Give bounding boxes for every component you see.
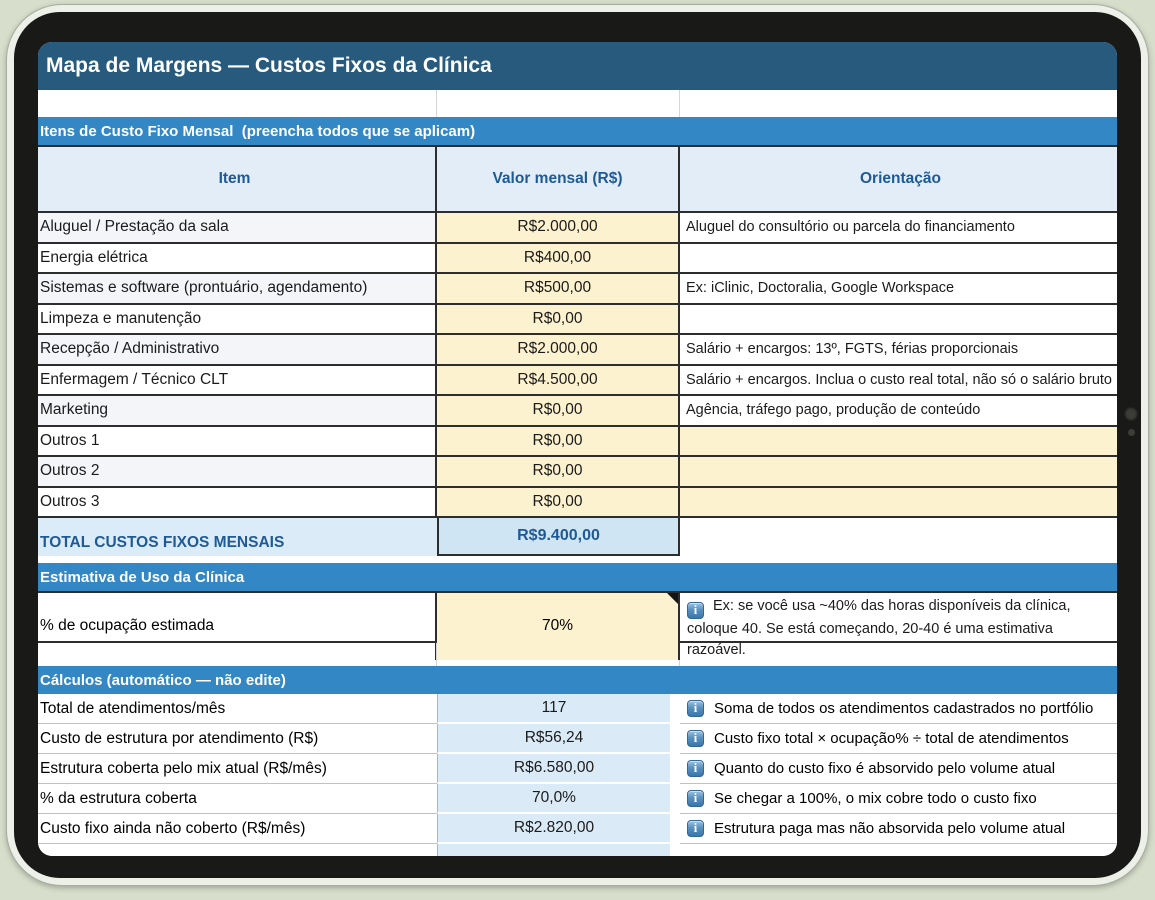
spacer <box>38 556 1117 563</box>
column-header-item: Item <box>38 147 437 211</box>
info-icon: i <box>687 760 704 777</box>
fixed-cost-row <box>38 305 1117 336</box>
guidance-cell: Ex: iClinic, Doctoralia, Google Workspace <box>680 274 1117 303</box>
camera-dot-small <box>1128 429 1135 436</box>
item-cell: Outros 3 <box>38 488 437 517</box>
fixed-cost-row <box>38 396 1117 427</box>
total-value: R$9.400,00 <box>437 518 680 556</box>
item-cell: Recepção / Administrativo <box>38 335 437 364</box>
occupancy-label: % de ocupação estimada <box>38 593 437 660</box>
info-icon: i <box>687 820 704 837</box>
item-cell: Outros 2 <box>38 457 437 486</box>
guidance-cell[interactable] <box>680 427 1117 456</box>
calc-value: 117 <box>437 694 670 724</box>
fixed-cost-row <box>38 213 1117 244</box>
value-cell[interactable]: R$0,00 <box>437 305 680 334</box>
info-icon: i <box>687 700 704 717</box>
value-cell[interactable]: R$0,00 <box>437 457 680 486</box>
calc-note: i Custo fixo total × ocupação% ÷ total de atendimentos <box>680 724 1117 754</box>
value-cell[interactable]: R$400,00 <box>437 244 680 273</box>
guidance-cell: Salário + encargos. Inclua o custo real total, não só o salário bruto <box>680 366 1117 395</box>
page-title: Mapa de Margens — Custos Fixos da Clínica <box>46 54 492 77</box>
value-cell[interactable]: R$2.000,00 <box>437 335 680 364</box>
total-label: TOTAL CUSTOS FIXOS MENSAIS <box>38 518 437 556</box>
value-cell[interactable]: R$4.500,00 <box>437 366 680 395</box>
calc-label: Custo de estrutura por atendimento (R$) <box>38 724 437 754</box>
calc-value: R$2.820,00 <box>437 814 670 844</box>
calc-label: Total de atendimentos/mês <box>38 694 437 724</box>
guidance-cell <box>680 244 1117 273</box>
value-cell[interactable]: R$500,00 <box>437 274 680 303</box>
value-cell[interactable]: R$0,00 <box>437 488 680 517</box>
calculations-table <box>38 694 1117 844</box>
calc-row <box>38 694 1117 724</box>
column-header-value: Valor mensal (R$) <box>437 147 680 211</box>
fixed-cost-row <box>38 457 1117 488</box>
guidance-cell: Agência, tráfego pago, produção de conteúdo <box>680 396 1117 425</box>
guidance-cell[interactable] <box>680 457 1117 486</box>
calc-row <box>38 724 1117 754</box>
calc-row <box>38 814 1117 844</box>
item-cell: Aluguel / Prestação da sala <box>38 213 437 242</box>
occupancy-note: i Ex: se você usa ~40% das horas disponíveis da clínica, coloque 40. Se está começando, 20-40 é uma estimativa razoável. <box>687 598 1071 658</box>
calc-value: R$6.580,00 <box>437 754 670 784</box>
calc-value: 70,0% <box>437 784 670 814</box>
calc-row <box>38 784 1117 814</box>
guidance-cell: Salário + encargos: 13º, FGTS, férias proporcionais <box>680 335 1117 364</box>
section-header-usage: Estimativa de Uso da Clínica <box>38 563 1117 591</box>
column-header-guidance: Orientação <box>860 170 941 187</box>
value-cell[interactable]: R$0,00 <box>437 396 680 425</box>
empty-row <box>38 90 1117 117</box>
calc-label: Estrutura coberta pelo mix atual (R$/mês) <box>38 754 437 784</box>
value-cell[interactable]: R$2.000,00 <box>437 213 680 242</box>
spreadsheet <box>38 42 1117 856</box>
fixed-cost-row <box>38 427 1117 458</box>
total-row <box>38 518 1117 556</box>
camera-dot <box>1124 407 1138 421</box>
occupancy-value[interactable]: 70% <box>437 593 680 660</box>
calc-row <box>38 754 1117 784</box>
calc-note: i Quanto do custo fixo é absorvido pelo volume atual <box>680 754 1117 784</box>
item-cell: Outros 1 <box>38 427 437 456</box>
section-header-fixed-costs: Itens de Custo Fixo Mensal (preencha todos que se aplicam) <box>38 117 1117 145</box>
fixed-cost-row <box>38 366 1117 397</box>
item-cell: Limpeza e manutenção <box>38 305 437 334</box>
calc-row-partial <box>38 844 1117 856</box>
guidance-cell: Aluguel do consultório ou parcela do financiamento <box>680 213 1117 242</box>
calc-note: i Soma de todos os atendimentos cadastrados no portfólio <box>680 694 1117 724</box>
guidance-cell[interactable] <box>680 488 1117 517</box>
item-cell: Marketing <box>38 396 437 425</box>
calc-value: R$56,24 <box>437 724 670 754</box>
comment-marker-icon <box>667 593 678 604</box>
section-header-calculations: Cálculos (automático — não edite) <box>38 666 1117 694</box>
info-icon: i <box>687 730 704 747</box>
fixed-cost-row <box>38 335 1117 366</box>
calc-label: Custo fixo ainda não coberto (R$/mês) <box>38 814 437 844</box>
fixed-cost-row <box>38 274 1117 305</box>
table-header-row <box>38 145 1117 213</box>
value-cell[interactable]: R$0,00 <box>437 427 680 456</box>
calc-note: i Se chegar a 100%, o mix cobre todo o custo fixo <box>680 784 1117 814</box>
calc-label: % da estrutura coberta <box>38 784 437 814</box>
item-cell: Enfermagem / Técnico CLT <box>38 366 437 395</box>
item-cell: Energia elétrica <box>38 244 437 273</box>
fixed-cost-row <box>38 244 1117 275</box>
item-cell: Sistemas e software (prontuário, agendamento) <box>38 274 437 303</box>
info-icon: i <box>687 602 704 619</box>
fixed-cost-table <box>38 213 1117 518</box>
guidance-cell <box>680 305 1117 334</box>
occupancy-row <box>38 591 1117 658</box>
fixed-cost-row <box>38 488 1117 519</box>
calc-note: i Estrutura paga mas não absorvida pelo volume atual <box>680 814 1117 844</box>
info-icon: i <box>687 790 704 807</box>
title-bar <box>38 42 1117 90</box>
screen <box>38 42 1117 856</box>
